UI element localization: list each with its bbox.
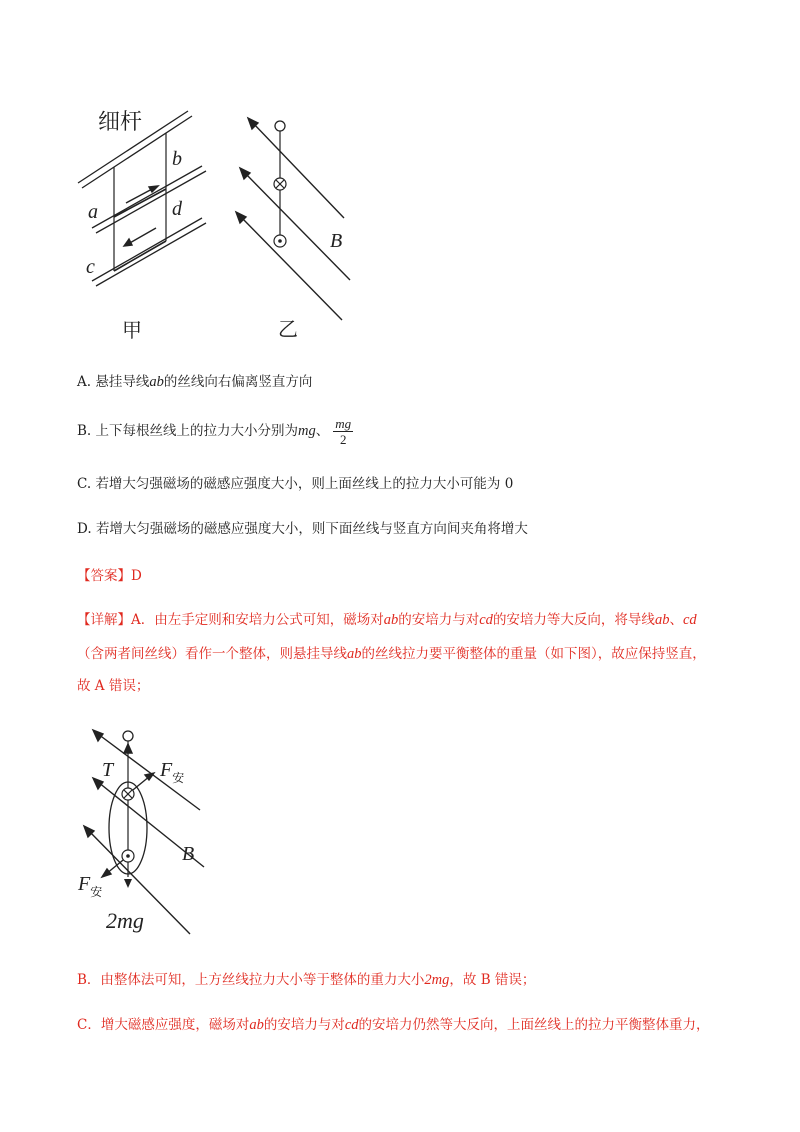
detail-var: ab: [249, 1017, 264, 1033]
detail-text: A．由左手定则和安培力公式可知，磁场对: [131, 612, 384, 628]
detail-line-3: [77, 676, 149, 696]
detail-var: ab: [347, 646, 362, 662]
caption-yi: 乙: [278, 319, 298, 341]
label-field-b: B: [330, 230, 343, 252]
figure-force: [72, 722, 222, 944]
suspension-point: [275, 121, 285, 131]
answer: [77, 566, 142, 586]
figure-jia: [70, 95, 230, 355]
detail-line-c: [77, 1015, 710, 1035]
current-out-of-page-icon: [274, 235, 286, 247]
f-an-bottom-sub: 安: [90, 885, 103, 899]
detail-var: cd: [479, 612, 493, 628]
option-d: [77, 519, 528, 539]
wire-ab: [114, 189, 166, 217]
label-c: c: [86, 256, 95, 278]
option-a-post: 的丝线向右偏离竖直方向: [163, 374, 313, 390]
label-weight: 2mg: [106, 908, 144, 933]
rod-middle: [92, 166, 206, 233]
detail-line-2: [77, 644, 706, 664]
option-b-pre: 上下每根丝线上的拉力大小分别为: [95, 423, 299, 439]
f-an-top-main: F: [160, 759, 173, 781]
current-into-page-icon: [122, 788, 134, 800]
rod-bottom: [92, 218, 206, 286]
detail-text: 的安培力仍然等大反向，上面丝线上的拉力平衡整体重力，: [358, 1017, 710, 1033]
detail-var: ab: [383, 612, 399, 628]
option-a: [77, 372, 312, 392]
label-field-b: B: [182, 843, 195, 865]
label-rod: 细杆: [98, 109, 143, 134]
wire-cd: [114, 241, 166, 271]
detail-line-b: [77, 970, 535, 990]
tension-arrow: [124, 744, 132, 753]
detail-var: ab: [654, 612, 670, 628]
fraction-numerator: mg: [335, 416, 352, 431]
option-a-pre: 悬挂导线: [95, 374, 150, 390]
option-a-label: A.: [77, 374, 92, 390]
label-d: d: [172, 198, 182, 220]
detail-text: 故 A 错误；: [77, 678, 150, 694]
detail-var: cd: [682, 612, 697, 628]
detail-text: 的安培力等大反向，将导线: [492, 612, 655, 628]
answer-tag: 【答案】: [77, 568, 131, 584]
label-tension: T: [102, 759, 114, 781]
label-b: b: [172, 148, 182, 170]
option-c-text: 若增大匀强磁场的磁感应强度大小，则上面丝线上的拉力大小可能为 0: [95, 476, 514, 492]
detail-line-1: [77, 610, 697, 630]
option-b: [77, 416, 353, 447]
current-arrow-cd: [124, 228, 156, 246]
label-a: a: [88, 201, 98, 223]
field-lines: [236, 118, 350, 320]
detail-text: 的丝线拉力要平衡整体的重量（如下图），故应保持竖直，: [361, 646, 706, 662]
current-out-of-page-icon: [122, 850, 134, 862]
label-f-an-bottom: [77, 873, 102, 899]
suspension-point: [123, 731, 133, 741]
caption-jia: 甲: [122, 320, 142, 342]
weight-arrow: [124, 879, 132, 888]
detail-text: 、: [669, 612, 683, 628]
option-c-label: C.: [77, 476, 92, 492]
detail-text: 的安培力与对: [263, 1017, 345, 1033]
detail-text: ，故 B 错误；: [449, 972, 536, 988]
detail-var: 2mg: [424, 972, 450, 988]
option-b-sep: 、: [315, 423, 330, 439]
option-d-text: 若增大匀强磁场的磁感应强度大小，则下面丝线与竖直方向间夹角将增大: [95, 521, 528, 537]
detail-text: （含两者间丝线）看作一个整体，则悬挂导线: [77, 646, 347, 662]
label-f-an-top: [159, 759, 184, 785]
figure-yi: [232, 110, 362, 345]
detail-tag: 【详解】: [77, 612, 131, 628]
option-b-fraction: [333, 416, 353, 447]
fraction-denominator: 2: [339, 432, 347, 447]
option-c: [77, 474, 513, 494]
option-b-label: B.: [77, 423, 92, 439]
option-a-var: ab: [149, 374, 164, 390]
option-b-var: mg: [298, 423, 316, 439]
f-an-bottom-main: F: [78, 873, 91, 895]
current-into-page-icon: [274, 178, 286, 190]
detail-var: cd: [344, 1017, 359, 1033]
detail-text: 的安培力与对: [398, 612, 480, 628]
option-d-label: D.: [77, 521, 92, 537]
f-an-top-sub: 安: [172, 771, 185, 785]
detail-text: C．增大磁感应强度，磁场对: [77, 1017, 250, 1033]
detail-text: B．由整体法可知，上方丝线拉力大小等于整体的重力大小: [77, 972, 425, 988]
answer-value: D: [131, 568, 142, 584]
